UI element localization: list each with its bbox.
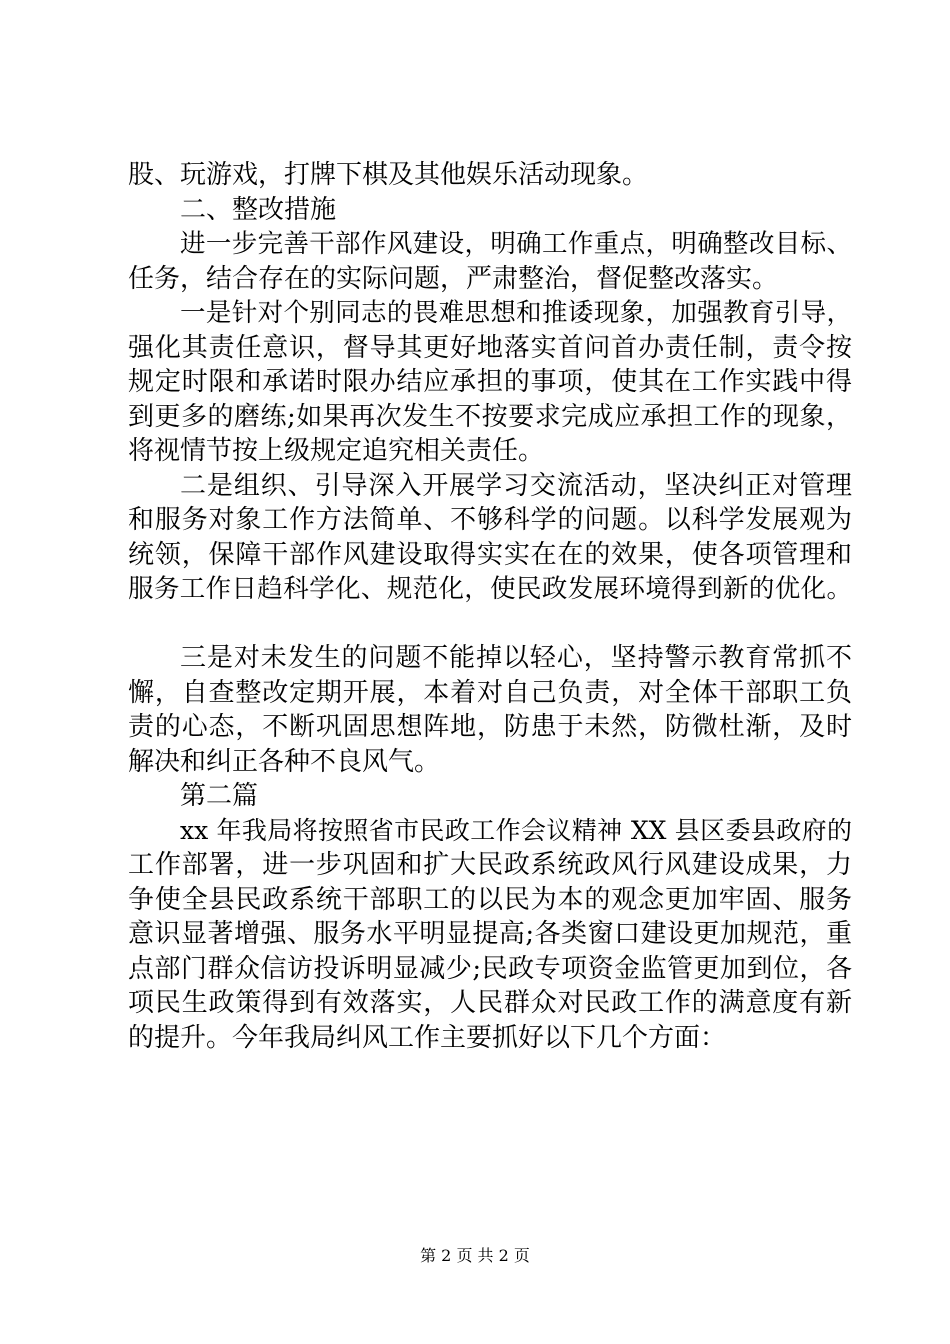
paragraph-line: 项民生政策得到有效落实，人民群众对民政工作的满意度有新 [128,988,852,1018]
paragraph-line: 任务，结合存在的实际问题，严肃整治，督促整改落实。 [128,263,779,294]
paragraph-line: 意识显著增强、服务水平明显提高;各类窗口建设更加规范，重 [128,919,852,949]
document-body [128,158,852,1055]
page-number-label: 第 2 页 共 2 页 [420,1246,530,1265]
paragraph-line: 责的心态，不断巩固思想阵地，防患于未然，防微杜渐，及时 [128,712,852,742]
paragraph-line: 一是针对个别同志的畏难思想和推诿现象，加强教育引导， [180,298,852,328]
paragraph-line: 解决和纠正各种不良风气。 [128,746,441,777]
paragraph-line: 将视情节按上级规定追究相关责任。 [128,436,545,466]
paragraph-line: 股、玩游戏，打牌下棋及其他娱乐活动现象。 [128,160,649,190]
paragraph-line: 争使全县民政系统干部职工的以民为本的观念更加牢固、服务 [128,884,852,915]
paragraph-line: 工作部署，进一步巩固和扩大民政系统政风行风建设成果，力 [128,850,852,880]
paragraph-line: 的提升。今年我局纠风工作主要抓好以下几个方面： [128,1022,727,1053]
paragraph-line: 到更多的磨练;如果再次发生不按要求完成应承担工作的现象， [128,401,852,432]
paragraph-line: xx 年我局将按照省市民政工作会议精神 XX 县区委县政府的 [180,815,852,845]
paragraph-gap [128,607,852,642]
page-footer [0,1243,950,1266]
paragraph-line: 服务工作日趋科学化、规范化，使民政发展环境得到新的优化。 [128,574,852,604]
paragraph-line: 进一步完善干部作风建设，明确工作重点，明确整改目标、 [180,229,852,259]
paragraph-line: 二是组织、引导深入开展学习交流活动，坚决纠正对管理 [180,470,852,501]
paragraph-line: 规定时限和承诺时限办结应承担的事项，使其在工作实践中得 [128,367,852,397]
paragraph-line: 懈，自查整改定期开展，本着对自己负责，对全体干部职工负 [128,677,852,708]
paragraph-line: 强化其责任意识，督导其更好地落实首问首办责任制，责令按 [128,332,852,363]
paragraph-line: 点部门群众信访投诉明显减少;民政专项资金监管更加到位，各 [128,953,852,984]
paragraph-line: 三是对未发生的问题不能掉以轻心，坚持警示教育常抓不 [180,643,852,673]
section-heading: 第二篇 [180,781,259,811]
paragraph-line: 和服务对象工作方法简单、不够科学的问题。以科学发展观为 [128,505,852,535]
section-heading: 二、整改措施 [180,194,337,225]
paragraph-line: 统领，保障干部作风建设取得实实在在的效果，使各项管理和 [128,539,852,570]
